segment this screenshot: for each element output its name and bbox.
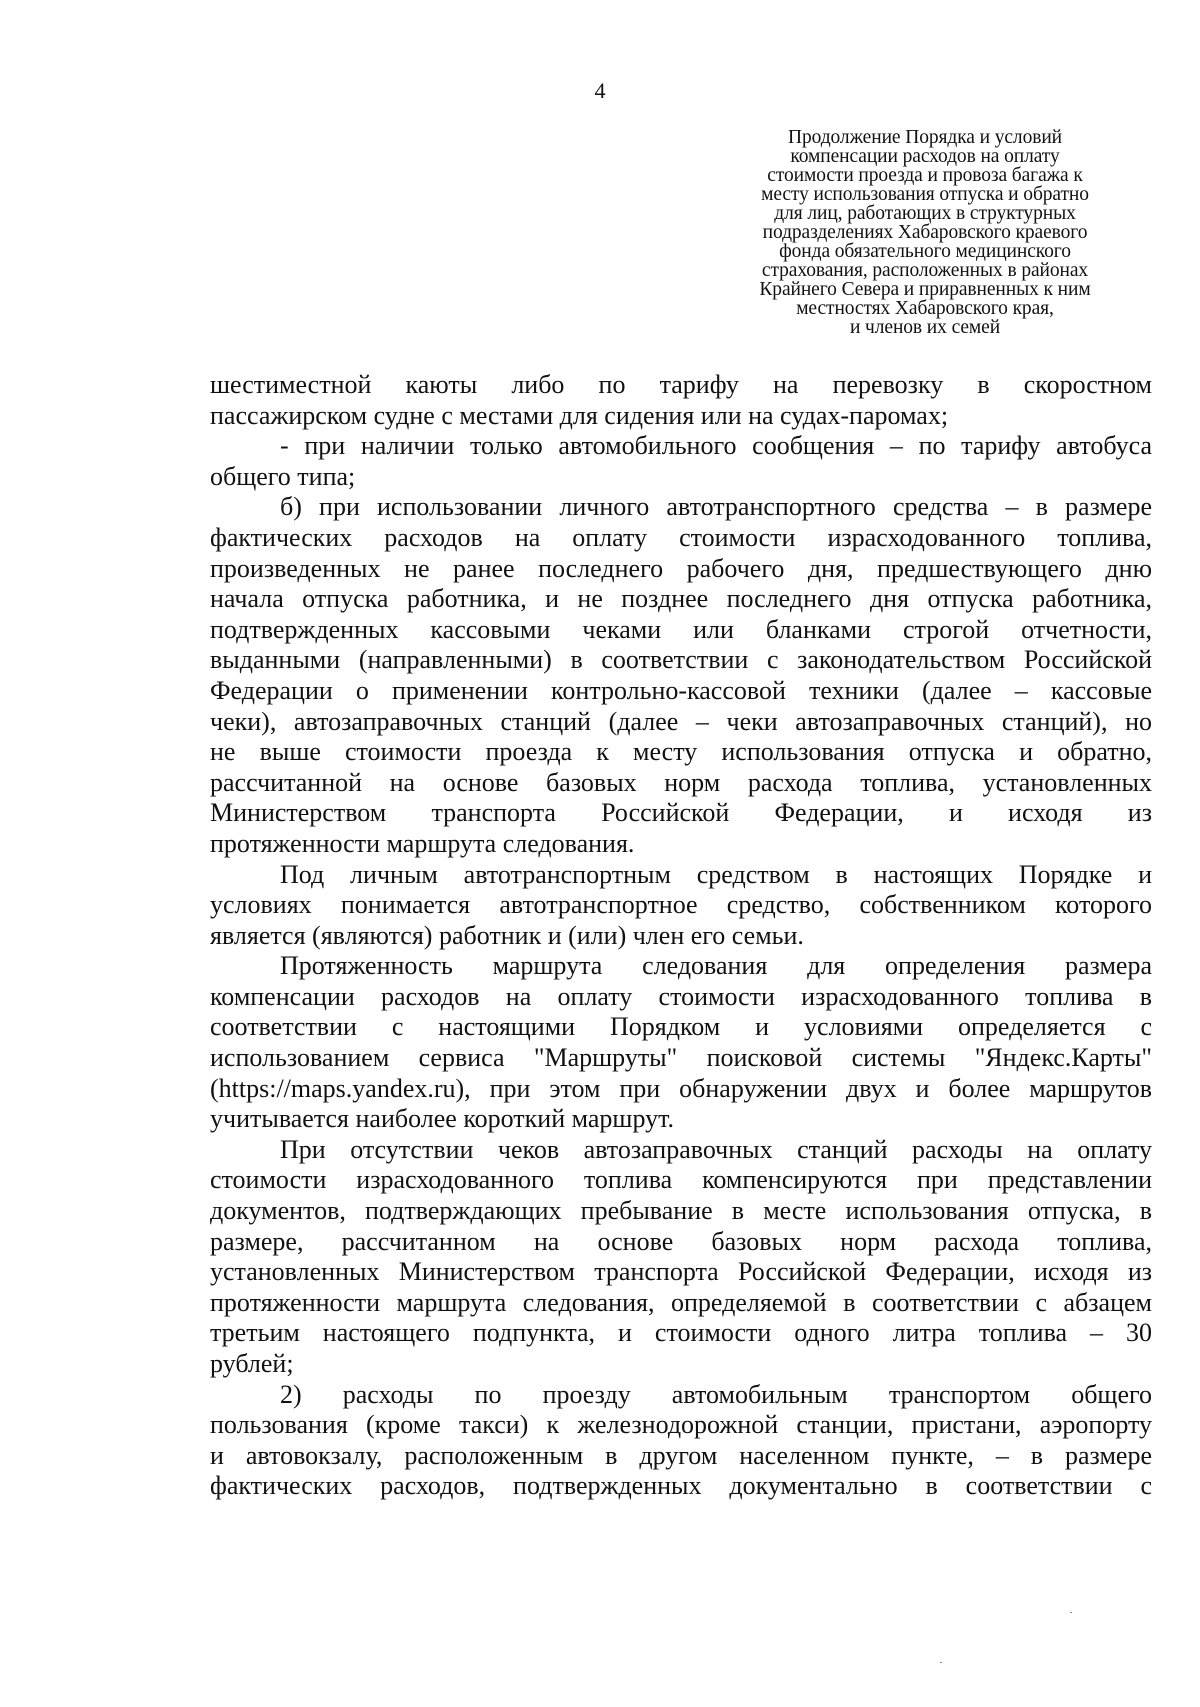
document-header (725, 128, 1125, 337)
text-line: произведенных не ранее последнего рабочего дня, предшествующего дню (210, 553, 1152, 583)
text-line: Под личным автотранспортным средством в настоящих Порядке и (280, 859, 1152, 889)
text-line: является (являются) работник и (или) член его семьи. (210, 920, 804, 950)
text-line: (https://maps.yandex.ru), при этом при обнаружении двух и более маршрутов (210, 1073, 1152, 1103)
body-text (210, 370, 1152, 1502)
text-line: шестиместной каюты либо по тарифу на перевозку в скоростном (210, 370, 1152, 399)
header-line: подразделениях Хабаровского краевого (762, 222, 1088, 243)
text-line: общего типа; (210, 461, 356, 491)
text-line: рассчитанной на основе базовых норм расхода топлива, установленных (210, 767, 1152, 797)
header-line: стоимости проезда и провоза багажа к (767, 165, 1083, 186)
header-line: страхования, расположенных в районах (761, 260, 1089, 281)
text-line: стоимости израсходованного топлива компенсируются при представлении (210, 1165, 1152, 1195)
text-line: протяженности маршрута следования. (210, 828, 635, 858)
header-line: компенсации расходов на оплату (790, 146, 1060, 167)
text-line: не выше стоимости проезда к месту использования отпуска и обратно, (210, 737, 1152, 767)
text-line: подтвержденных кассовыми чеками или бланками строгой отчетности, (210, 614, 1152, 644)
text-line: пользования (кроме такси) к железнодорожной станции, пристани, аэропорту (210, 1410, 1152, 1440)
header-line: месту использования отпуска и обратно (761, 184, 1089, 205)
scan-speck (1070, 1612, 1072, 1613)
text-line: выданными (направленными) в соответствии с законодательством Российской (210, 645, 1152, 675)
text-line: фактических расходов, подтвержденных документально в соответствии с (210, 1471, 1152, 1501)
header-line: и членов их семей (849, 317, 1001, 338)
text-line: фактических расходов на оплату стоимости израсходованного топлива, (210, 522, 1152, 552)
text-line: и автовокзалу, расположенным в другом населенном пункте, – в размере (210, 1440, 1152, 1470)
text-line: 2) расходы по проезду автомобильным транспортом общего (280, 1379, 1152, 1409)
text-line: документов, подтверждающих пребывание в месте использования отпуска, в (210, 1196, 1152, 1226)
text-line: размере, рассчитанном на основе базовых норм расхода топлива, (210, 1226, 1152, 1256)
header-line: фонда обязательного медицинского (779, 241, 1071, 262)
text-line: установленных Министерством транспорта Российской Федерации, исходя из (210, 1257, 1152, 1287)
text-line: чеки), автозаправочных станций (далее – чеки автозаправочных станций), но (210, 706, 1152, 736)
text-line: пассажирском судне с местами для сидения или на судах-паромах; (210, 400, 949, 430)
header-line: Продолжение Порядка и условий (788, 127, 1062, 148)
text-line: условиях понимается автотранспортное средство, собственником которого (210, 890, 1152, 920)
header-line: Крайнего Севера и приравненных к ним (759, 279, 1091, 300)
text-line: Протяженность маршрута следования для определения размера (280, 951, 1152, 981)
text-line: Федерации о применении контрольно-кассовой техники (далее – кассовые (210, 675, 1152, 705)
scan-speck (940, 1662, 942, 1663)
text-line: - при наличии только автомобильного сообщения – по тарифу автобуса (280, 431, 1152, 461)
text-line: начала отпуска работника, и не позднее последнего дня отпуска работника, (210, 584, 1152, 614)
page-number: 4 (594, 78, 606, 103)
text-line: компенсации расходов на оплату стоимости израсходованного топлива в (210, 981, 1152, 1011)
text-line: учитывается наиболее короткий маршрут. (210, 1104, 675, 1134)
text-line: Министерством транспорта Российской Федерации, и исходя из (210, 798, 1152, 828)
text-line: При отсутствии чеков автозаправочных станций расходы на оплату (280, 1134, 1152, 1164)
text-line: третьим настоящего подпункта, и стоимости одного литра топлива – 30 (210, 1318, 1152, 1348)
header-line: для лиц, работающих в структурных (774, 203, 1076, 224)
text-line: использованием сервиса "Маршруты" поисковой системы "Яндекс.Карты" (210, 1043, 1152, 1073)
text-line: б) при использовании личного автотранспортного средства – в размере (280, 492, 1152, 522)
header-line: местностях Хабаровского края, (796, 298, 1054, 319)
text-line: протяженности маршрута следования, определяемой в соответствии с абзацем (210, 1287, 1152, 1317)
text-line: рублей; (210, 1349, 294, 1378)
text-line: соответствии с настоящими Порядком и условиями определяется с (210, 1012, 1152, 1042)
